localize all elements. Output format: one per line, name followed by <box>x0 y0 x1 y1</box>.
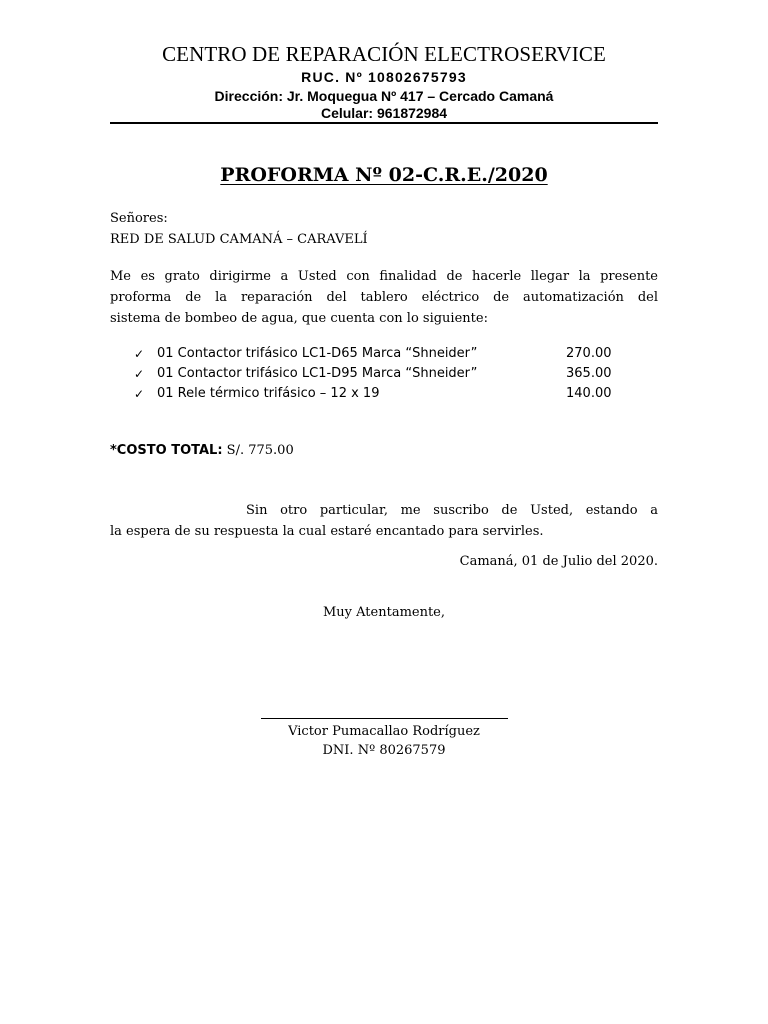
closing-line: Sin otro particular, me suscribo de Usted, estando a <box>246 503 658 518</box>
check-mark-icon: ✓ <box>134 347 145 361</box>
header-divider <box>110 122 658 124</box>
total-value: S/. 775.00 <box>226 443 294 458</box>
recipient: RED DE SALUD CAMANÁ – CARAVELÍ <box>110 232 368 247</box>
list-item <box>134 384 634 404</box>
signer-dni: DNI. Nº 80267579 <box>322 743 446 758</box>
regards: Muy Atentamente, <box>322 605 446 620</box>
check-mark-icon: ✓ <box>134 387 145 401</box>
check-mark-icon: ✓ <box>134 367 145 381</box>
closing-paragraph <box>110 500 658 542</box>
list-item <box>134 364 634 384</box>
company-ruc: RUC. Nº 10802675793 <box>301 69 467 85</box>
company-address: Dirección: Jr. Moquegua Nº 417 – Cercado Camaná <box>214 88 554 104</box>
list-item <box>134 344 634 364</box>
salutation: Señores: <box>110 211 168 226</box>
total-cost <box>110 443 294 458</box>
item-list <box>134 344 634 404</box>
signer-name: Victor Pumacallao Rodríguez <box>288 724 480 739</box>
item-price: 270.00 <box>566 346 612 361</box>
item-description: 01 Contactor trifásico LC1-D65 Marca “Shneider” <box>157 346 478 361</box>
intro-line: proforma de la reparación del tablero eléctrico de automatización del <box>110 290 658 305</box>
intro-line: sistema de bombeo de agua, que cuenta con lo siguiente: <box>110 311 488 326</box>
item-description: 01 Rele térmico trifásico – 12 x 19 <box>157 386 380 401</box>
intro-paragraph <box>110 266 658 329</box>
intro-line: Me es grato dirigirme a Usted con finalidad de hacerle llegar la presente <box>110 269 658 284</box>
item-description: 01 Contactor trifásico LC1-D95 Marca “Shneider” <box>157 366 478 381</box>
company-phone: Celular: 961872984 <box>320 105 448 121</box>
item-price: 365.00 <box>566 366 612 381</box>
total-label: *COSTO TOTAL: <box>110 443 223 458</box>
date-line: Camaná, 01 de Julio del 2020. <box>459 554 658 569</box>
company-name: CENTRO DE REPARACIÓN ELECTROSERVICE <box>162 42 606 66</box>
signature-line <box>261 718 508 719</box>
item-price: 140.00 <box>566 386 612 401</box>
closing-line: la espera de su respuesta la cual estaré encantado para servirles. <box>110 524 544 539</box>
document-title: PROFORMA Nº 02-C.R.E./2020 <box>220 164 548 186</box>
